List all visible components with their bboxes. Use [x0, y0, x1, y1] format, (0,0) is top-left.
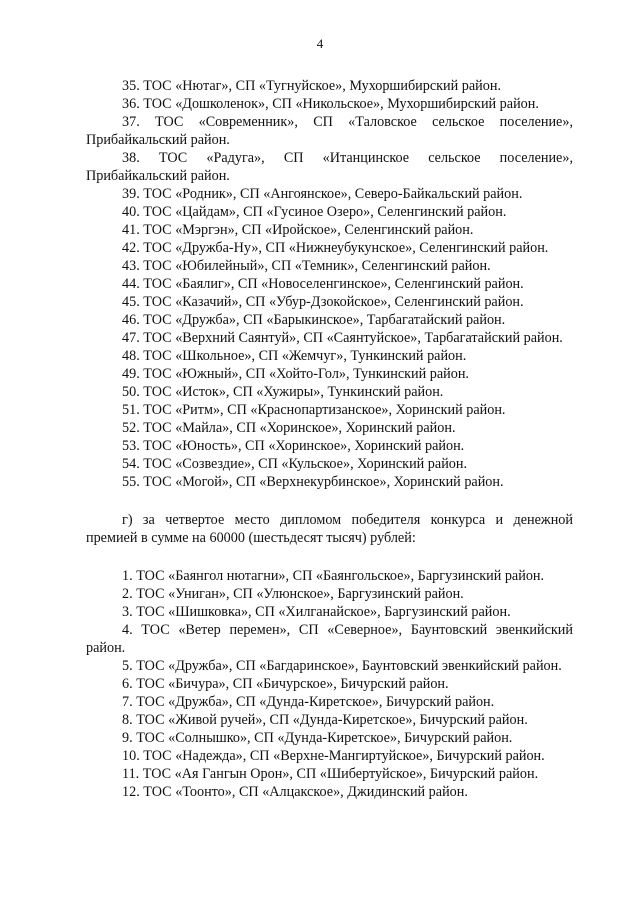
list-item: 6. ТОС «Бичура», СП «Бичурское», Бичурский район.	[122, 676, 449, 692]
list-item: 11. ТОС «Ая Гангын Орон», СП «Шибертуйское», Бичурский район.	[122, 766, 539, 782]
awardee-list-continued	[86, 77, 573, 491]
list-item: 7. ТОС «Дружба», СП «Дунда-Киретское», Бичурский район.	[122, 694, 495, 710]
list-item: 44. ТОС «Баялиг», СП «Новоселенгинское», Селенгинский район.	[122, 276, 524, 292]
list-item: 4. ТОС «Ветер перемен», СП «Северное», Баунтовский эвенкийский район.	[86, 622, 573, 656]
list-item: 3. ТОС «Шишковка», СП «Хилганайское», Баргузинский район.	[122, 604, 511, 620]
list-item: 37. ТОС «Современник», СП «Таловское сельское поселение», Прибайкальский район.	[86, 114, 573, 148]
list-item: 5. ТОС «Дружба», СП «Багдаринское», Баунтовский эвенкийский район.	[122, 658, 562, 674]
list-item: 35. ТОС «Нютаг», СП «Тугнуйское», Мухоршибирский район.	[122, 78, 501, 94]
list-item: 1. ТОС «Баянгол нютагни», СП «Баянгольское», Баргузинский район.	[122, 568, 545, 584]
list-item: 46. ТОС «Дружба», СП «Барыкинское», Тарбагатайский район.	[122, 312, 506, 328]
list-item: 45. ТОС «Казачий», СП «Убур-Дзокойское», Селенгинский район.	[122, 294, 524, 310]
list-item: 10. ТОС «Надежда», СП «Верхне-Мангиртуйское», Бичурский район.	[122, 748, 545, 764]
list-item: 43. ТОС «Юбилейный», СП «Темник», Селенгинский район.	[122, 258, 491, 274]
list-item: 50. ТОС «Исток», СП «Хужиры», Тункинский район.	[122, 384, 444, 400]
section-heading-fourth-place: г) за четвертое место дипломом победителя конкурса и денежной премией в сумме на 60000 (шестьдесят тысяч) рублей:	[86, 512, 573, 546]
list-item: 54. ТОС «Созвездие», СП «Кульское», Хоринский район.	[122, 456, 468, 472]
awardee-list-fourth-place	[86, 567, 573, 801]
list-item: 55. ТОС «Могой», СП «Верхнекурбинское», Хоринский район.	[122, 474, 504, 490]
list-item: 41. ТОС «Мэргэн», СП «Иройское», Селенгинский район.	[122, 222, 474, 238]
list-item: 39. ТОС «Родник», СП «Ангоянское», Северо-Байкальский район.	[122, 186, 523, 202]
list-item: 53. ТОС «Юность», СП «Хоринское», Хоринский район.	[122, 438, 465, 454]
list-item: 42. ТОС «Дружба-Ну», СП «Нижнеубукунское», Селенгинский район.	[122, 240, 549, 256]
list-item: 49. ТОС «Южный», СП «Хойто-Гол», Тункинский район.	[122, 366, 469, 382]
document-body	[86, 77, 573, 801]
list-item: 48. ТОС «Школьное», СП «Жемчуг», Тункинский район.	[122, 348, 467, 364]
list-item: 36. ТОС «Дошколенок», СП «Никольское», Мухоршибирский район.	[122, 96, 539, 112]
list-item: 2. ТОС «Униган», СП «Улюнское», Баргузинский район.	[122, 586, 464, 602]
list-item: 47. ТОС «Верхний Саянтуй», СП «Саянтуйское», Тарбагатайский район.	[122, 330, 563, 346]
list-item: 40. ТОС «Цайдам», СП «Гусиное Озеро», Селенгинский район.	[122, 204, 507, 220]
list-item: 38. ТОС «Радуга», СП «Итанцинское сельское поселение», Прибайкальский район.	[86, 150, 573, 184]
list-item: 52. ТОС «Майла», СП «Хоринское», Хоринский район.	[122, 420, 456, 436]
page-number: 4	[316, 36, 324, 51]
list-item: 12. ТОС «Тоонто», СП «Алцакское», Джидинский район.	[122, 784, 468, 800]
list-item: 9. ТОС «Солнышко», СП «Дунда-Киретское», Бичурский район.	[122, 730, 513, 746]
list-item: 8. ТОС «Живой ручей», СП «Дунда-Киретское», Бичурский район.	[122, 712, 528, 728]
list-item: 51. ТОС «Ритм», СП «Краснопартизанское», Хоринский район.	[122, 402, 506, 418]
